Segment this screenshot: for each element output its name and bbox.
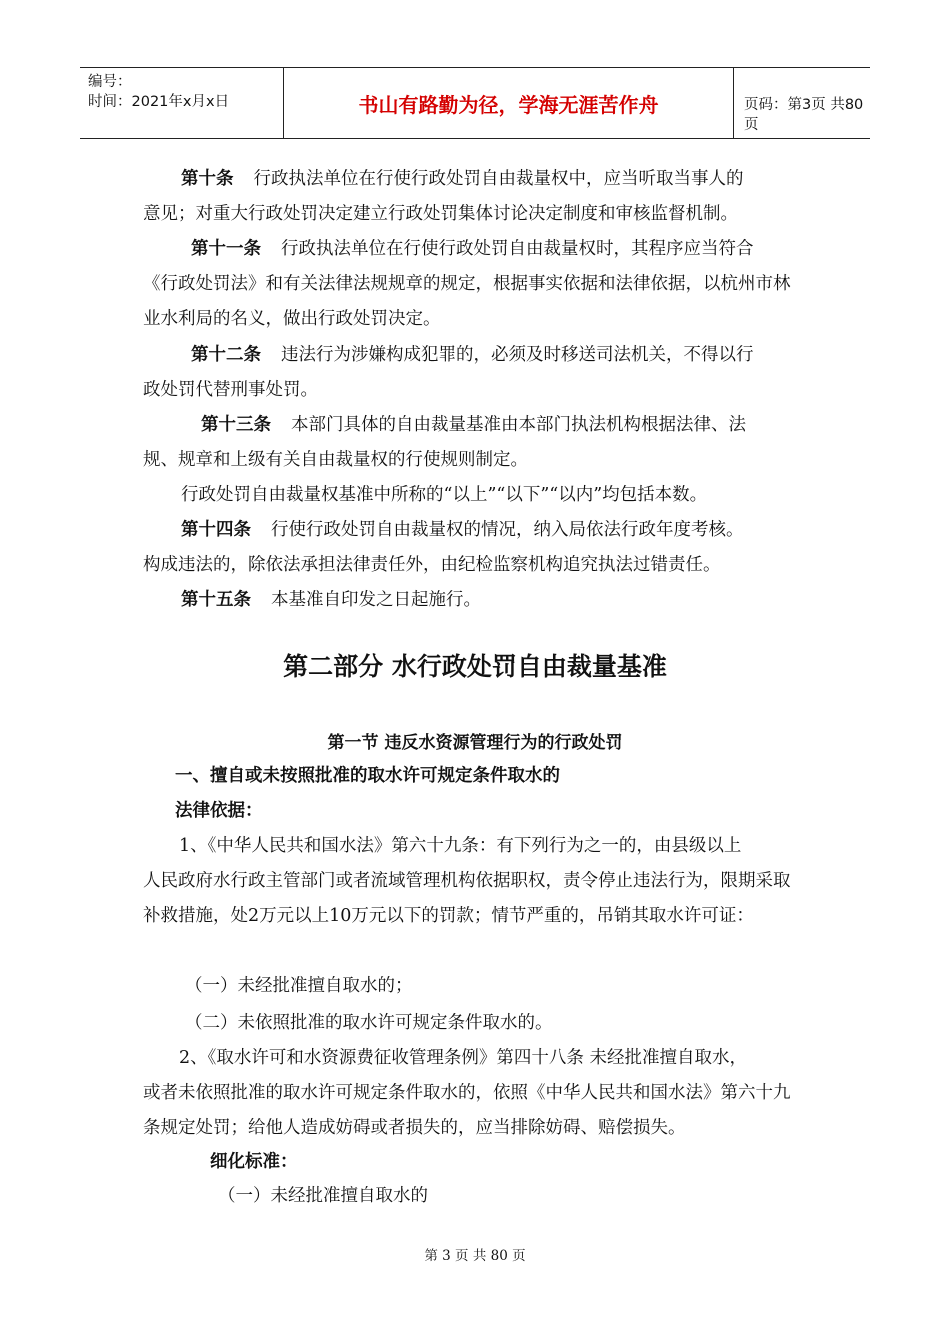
article-14: [143, 513, 803, 583]
article-10-rest: 意见；对重大行政处罚决定建立行政处罚集体讨论决定制度和审核监督机制。: [143, 204, 738, 224]
header-page-info: 页码：第3页 共80页: [744, 97, 864, 133]
article-15-title: 第十五条: [181, 590, 251, 610]
part-title: 第二部分 水行政处罚自由裁量基准: [283, 652, 667, 681]
header-meta-cell: [80, 68, 283, 138]
header-motto-cell: [283, 68, 734, 138]
article-12: [143, 338, 803, 408]
article-10-title: 第十条: [181, 169, 234, 189]
item-title: 一、擅自或未按照批准的取水许可规定条件取水的: [175, 766, 560, 786]
header-page-cell: [734, 68, 870, 138]
article-11-rest: 《行政处罚法》和有关法律法规规章的规定，根据事实依据和法律依据，以杭州市林业水利局的名义，做出行政处罚决定。: [143, 274, 791, 329]
law-2-rest: 或者未依照批准的取水许可规定条件取水的，依照《中华人民共和国水法》第六十九条规定处罚；给他人造成妨碍或者损失的，应当排除妨碍、赔偿损失。: [143, 1083, 791, 1138]
page-footer: 第 3 页 共 80 页: [424, 1248, 526, 1264]
article-11: [143, 232, 803, 337]
article-14-title: 第十四条: [181, 520, 251, 540]
article-13-first: 本部门具体的自由裁量基准由本部门执法机构根据法律、法: [291, 415, 746, 435]
scope-text: 行政处罚自由裁量权基准中所称的“以上”“以下”“以内”均包括本数。: [181, 485, 708, 505]
law-1-rest: 人民政府水行政主管部门或者流域管理机构依据职权，责令停止违法行为，限期采取补救措施，处2万元以上10万元以下的罚款；情节严重的，吊销其取水许可证：: [143, 871, 791, 926]
article-12-title: 第十二条: [191, 345, 261, 365]
detail-label: 细化标准：: [210, 1152, 298, 1172]
article-15-text: 本基准自印发之日起施行。: [271, 590, 481, 610]
article-13: [143, 408, 803, 478]
article-10: [143, 162, 803, 232]
article-10-first: 行政执法单位在行使行政处罚自由裁量权中，应当听取当事人的: [253, 169, 744, 189]
header-motto: 书山有路勤为径，学海无涯苦作舟: [358, 93, 659, 117]
law-1-clause-a: （一）未经批准擅自取水的；: [185, 976, 413, 996]
number-label: 编号：: [88, 74, 132, 90]
article-12-first: 违法行为涉嫌构成犯罪的，必须及时移送司法机关，不得以行: [281, 345, 754, 365]
document-header: [80, 67, 870, 139]
article-13-title: 第十三条: [201, 415, 271, 435]
article-14-first: 行使行政处罚自由裁量权的情况，纳入局依法行政年度考核。: [271, 520, 744, 540]
article-14-rest: 构成违法的，除依法承担法律责任外，由纪检监察机构追究执法过错责任。: [143, 555, 721, 575]
article-15: [143, 583, 803, 618]
article-12-rest: 政处罚代替刑事处罚。: [143, 380, 318, 400]
law-2: [143, 1041, 803, 1146]
legal-basis-label: 法律依据：: [175, 801, 263, 821]
article-11-title: 第十一条: [191, 239, 261, 259]
article-13-rest: 规、规章和上级有关自由裁量权的行使规则制定。: [143, 450, 528, 470]
law-1-first: 1、《中华人民共和国水法》第六十九条：有下列行为之一的，由县级以上: [179, 836, 742, 856]
date-label: 时间：2021年x月x日: [88, 94, 230, 110]
law-1: [143, 829, 803, 934]
law-2-first: 2、《取水许可和水资源费征收管理条例》第四十八条 未经批准擅自取水，: [179, 1048, 747, 1068]
article-11-first: 行政执法单位在行使行政处罚自由裁量权时，其程序应当符合: [281, 239, 754, 259]
scope-paragraph: [143, 478, 803, 513]
section-title: 第一节 违反水资源管理行为的行政处罚: [327, 733, 623, 753]
law-1-clause-b: （二）未依照批准的取水许可规定条件取水的。: [185, 1013, 553, 1033]
detail-clause-a: （一）未经批准擅自取水的: [218, 1186, 428, 1206]
